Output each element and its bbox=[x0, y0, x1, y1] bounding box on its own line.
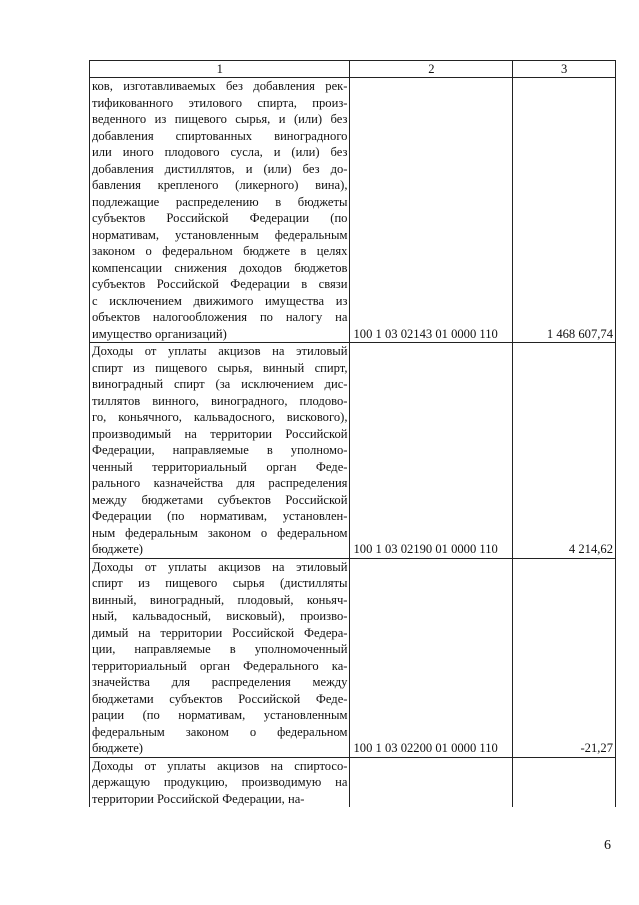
description-line: территории Российской Федерации, на- bbox=[92, 791, 305, 806]
page-number: 6 bbox=[604, 838, 611, 853]
description-line: объектов налогообложения по налогу на bbox=[92, 310, 348, 324]
description-line: ков, изготавливаемых без добавления рек- bbox=[92, 79, 348, 93]
description-line: веденного из пищевого сырья, и (или) без bbox=[92, 112, 348, 126]
budget-classification-code: 100 1 03 02190 01 0000 110 bbox=[350, 343, 513, 559]
description-line: ченный территориальный орган Феде- bbox=[92, 459, 348, 474]
amount bbox=[513, 757, 616, 807]
description-line: добавления дистиллятов, и (или) без до- bbox=[92, 161, 348, 176]
description-line: производимый на территории Российской bbox=[92, 426, 348, 441]
description-line: значейства для распределения между bbox=[92, 675, 348, 689]
description-line: бюджете) bbox=[92, 542, 143, 556]
amount: -21,27 bbox=[513, 558, 616, 757]
description-line: рации (по нормативам, установленным bbox=[92, 708, 348, 722]
description-line: ный, кальвадосный, висковый), произво- bbox=[92, 609, 348, 623]
description-line: спирт из пищевого сырья, винный спирт, bbox=[92, 360, 348, 375]
description-line: бюджете) bbox=[92, 741, 143, 755]
header-row bbox=[90, 61, 616, 78]
description-line: имущество организаций) bbox=[92, 326, 227, 341]
description-line: Доходы от уплаты акцизов на этиловый bbox=[92, 559, 348, 574]
description-line: территориальный орган Федерального ка- bbox=[92, 658, 348, 673]
amount: 4 214,62 bbox=[513, 343, 616, 559]
description-line: федеральным законом о федеральном bbox=[92, 724, 348, 739]
description-line: законом о федеральном бюджете в целях bbox=[92, 244, 348, 258]
description-line: Федерации, направляемые в уполномо- bbox=[92, 443, 348, 457]
table-body bbox=[90, 78, 616, 808]
description-line: виноградный спирт (за исключением дис- bbox=[92, 377, 348, 391]
description-line: компенсации снижения доходов бюджетов bbox=[92, 260, 348, 275]
description-line: с исключением движимого имущества из bbox=[92, 293, 348, 308]
description-line: рального казначейства для распределения bbox=[92, 476, 348, 490]
description-line: Федерации (по нормативам, установлен- bbox=[92, 509, 348, 523]
budget-classification-code: 100 1 03 02143 01 0000 110 bbox=[350, 78, 513, 343]
income-description bbox=[90, 757, 350, 807]
amount: 1 468 607,74 bbox=[513, 78, 616, 343]
column-header-2: 2 bbox=[350, 61, 513, 78]
description-line: винный, виноградный, плодовый, коньяч- bbox=[92, 592, 348, 607]
description-line: спирт из пищевого сырья (дистилляты bbox=[92, 576, 348, 590]
description-line: го, коньячного, кальвадосного, вискового), bbox=[92, 410, 348, 424]
description-line: тиллятов винного, виноградного, плодово- bbox=[92, 393, 348, 408]
description-line: субъектов Российской Федерации (по bbox=[92, 211, 348, 225]
budget-classification-code bbox=[350, 757, 513, 807]
income-description bbox=[90, 343, 350, 559]
description-line: добавления спиртованных виноградного bbox=[92, 128, 348, 143]
description-line: держащую продукцию, производимую на bbox=[92, 775, 348, 789]
income-description bbox=[90, 558, 350, 757]
table-row bbox=[90, 558, 616, 757]
table-row bbox=[90, 343, 616, 559]
description-line: димый на территории Российской Федера- bbox=[92, 625, 348, 640]
table-row bbox=[90, 78, 616, 343]
income-description bbox=[90, 78, 350, 343]
description-line: тификованного этилового спирта, произ- bbox=[92, 95, 348, 110]
description-line: или иного плодового сусла, и (или) без bbox=[92, 145, 348, 159]
budget-classification-code: 100 1 03 02200 01 0000 110 bbox=[350, 558, 513, 757]
description-line: Доходы от уплаты акцизов на этиловый bbox=[92, 344, 348, 358]
description-line: субъектов Российской Федерации в связи bbox=[92, 277, 348, 291]
description-line: подлежащие распределению в бюджеты bbox=[92, 194, 348, 209]
description-line: нормативам, установленным федеральным bbox=[92, 227, 348, 242]
description-line: ции, направляемые в уполномоченный bbox=[92, 642, 348, 656]
description-line: Доходы от уплаты акцизов на спиртосо- bbox=[92, 758, 348, 773]
column-header-1: 1 bbox=[90, 61, 350, 78]
description-line: ным федеральным законом о федеральном bbox=[92, 525, 348, 540]
description-line: между бюджетами субъектов Российской bbox=[92, 492, 348, 507]
table-row bbox=[90, 757, 616, 807]
revenue-table bbox=[89, 60, 616, 807]
column-header-3: 3 bbox=[513, 61, 616, 78]
description-line: бюджетами субъектов Российской Феде- bbox=[92, 691, 348, 706]
description-line: бавления крепленого (ликерного) вина), bbox=[92, 178, 348, 192]
